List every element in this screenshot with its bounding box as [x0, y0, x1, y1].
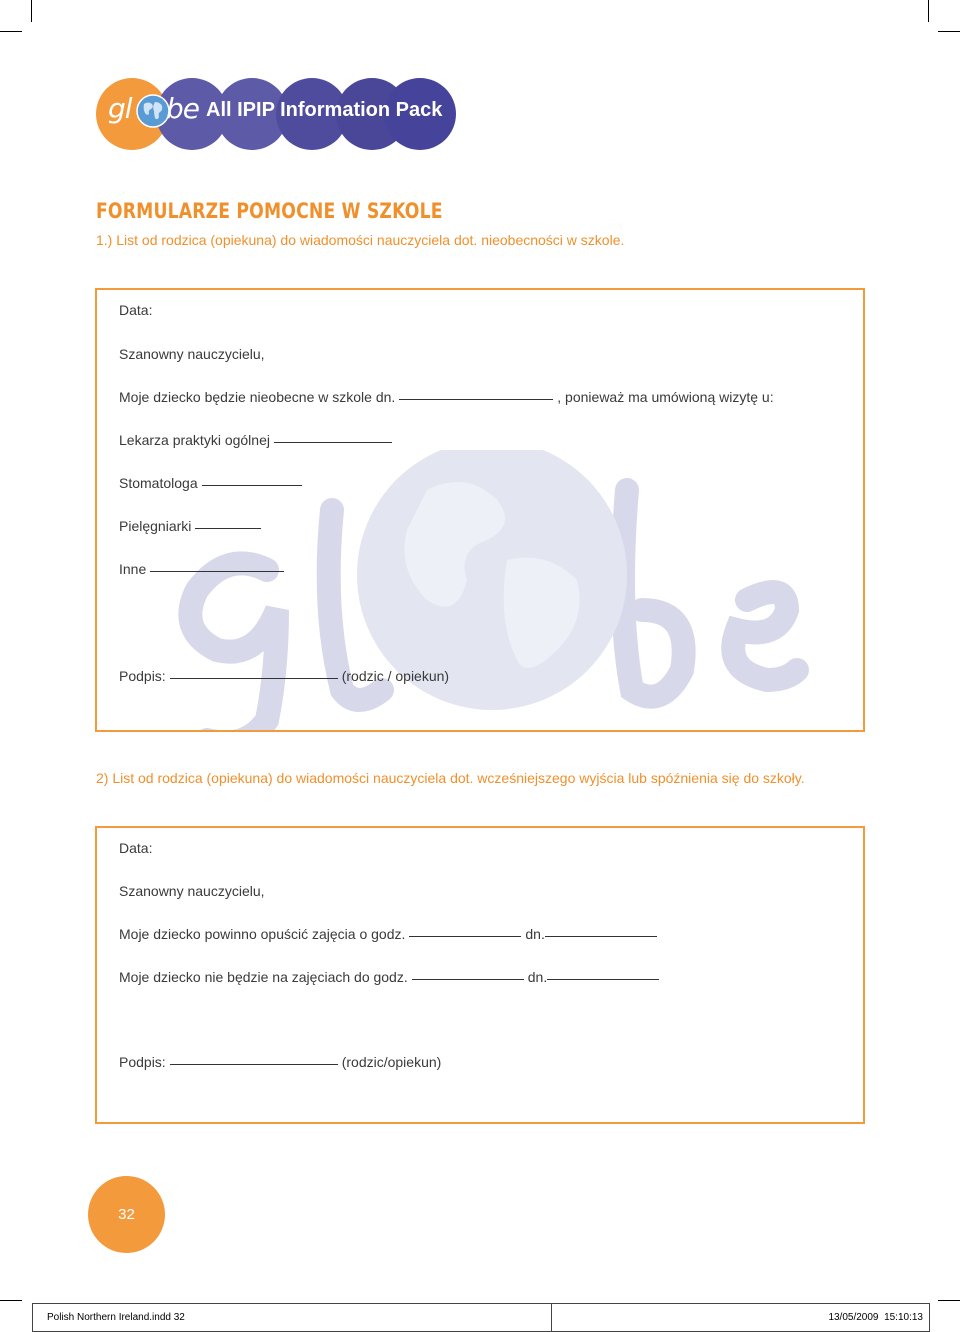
crop-mark	[0, 31, 22, 32]
absence-line	[119, 389, 774, 405]
logo-text-left: gl	[108, 92, 132, 125]
slug-file: Polish Northern Ireland.indd 32	[32, 1303, 552, 1332]
absent-line	[119, 969, 663, 985]
crop-mark	[938, 1300, 960, 1301]
slug-timestamp	[820, 1303, 930, 1332]
signature-label: Podpis:	[119, 1054, 166, 1070]
greeting	[119, 883, 265, 899]
date-label: Data:	[119, 840, 153, 856]
other-line	[119, 561, 288, 577]
logo-text-right: be	[166, 92, 199, 125]
absent-day-label: dn.	[527, 969, 548, 985]
slug-date: 13/05/2009	[828, 1312, 879, 1323]
crop-mark	[938, 31, 960, 32]
gp-line	[119, 432, 396, 448]
greeting	[119, 346, 265, 362]
form2-heading: 2) List od rodzica (opiekuna) do wiadomości nauczyciela dot. wcześniejszego wyjścia lub spóźnienia się do szkoły.	[96, 770, 805, 786]
absent-time-blank[interactable]	[412, 978, 524, 980]
absent-date-blank[interactable]	[547, 978, 659, 980]
form1-heading: 1.) List od rodzica (opiekuna) do wiadomości nauczyciela dot. nieobecności w szkole.	[96, 232, 625, 248]
absent-prefix: Moje dziecko nie będzie na zajęciach do godz.	[119, 969, 408, 985]
dentist-label: Stomatologa	[119, 475, 198, 491]
date-label: Data:	[119, 302, 153, 318]
gp-blank[interactable]	[274, 441, 392, 443]
section-title: FORMULARZE POMOCNE W SZKOLE	[96, 199, 443, 223]
header-banner	[96, 78, 456, 150]
form1-box	[95, 288, 865, 732]
signature-blank[interactable]	[170, 1063, 338, 1065]
crop-mark	[928, 0, 929, 22]
date-field	[119, 840, 152, 856]
leave-day-label: dn.	[525, 926, 545, 942]
nurse-blank[interactable]	[195, 527, 261, 529]
leave-time-blank[interactable]	[409, 935, 521, 937]
signature-label: Podpis:	[119, 668, 166, 684]
other-blank[interactable]	[150, 570, 284, 572]
slug-time: 15:10:13	[884, 1312, 923, 1323]
signature-line	[119, 668, 449, 684]
crop-mark	[31, 0, 32, 22]
page-number: 32	[88, 1176, 165, 1253]
other-label: Inne	[119, 561, 147, 577]
signature-line	[119, 1054, 441, 1070]
crop-mark	[0, 1300, 22, 1301]
gp-label: Lekarza praktyki ogólnej	[119, 432, 270, 448]
form2-box	[95, 826, 865, 1124]
globe-icon	[136, 94, 170, 128]
signature-suffix: (rodzic/opiekun)	[341, 1054, 442, 1070]
absence-prefix: Moje dziecko będzie nieobecne w szkole dn.	[119, 389, 396, 405]
globe-logo-watermark	[147, 450, 847, 732]
nurse-label: Pielęgniarki	[119, 518, 192, 534]
dentist-line	[119, 475, 306, 491]
leave-line	[119, 926, 661, 942]
pack-title: All IPIP Information Pack	[206, 99, 443, 121]
signature-blank[interactable]	[170, 677, 338, 679]
dentist-blank[interactable]	[202, 484, 302, 486]
absence-date-blank[interactable]	[399, 398, 553, 400]
slug-divider	[552, 1303, 820, 1332]
signature-suffix: (rodzic / opiekun)	[341, 668, 450, 684]
greeting-text: Szanowny nauczycielu,	[119, 346, 265, 362]
greeting-text: Szanowny nauczycielu,	[119, 883, 265, 899]
absence-suffix: , ponieważ ma umówioną wizytę u:	[557, 389, 774, 405]
date-field	[119, 302, 152, 318]
leave-date-blank[interactable]	[545, 935, 657, 937]
leave-prefix: Moje dziecko powinno opuścić zajęcia o godz.	[119, 926, 406, 942]
nurse-line	[119, 518, 265, 534]
